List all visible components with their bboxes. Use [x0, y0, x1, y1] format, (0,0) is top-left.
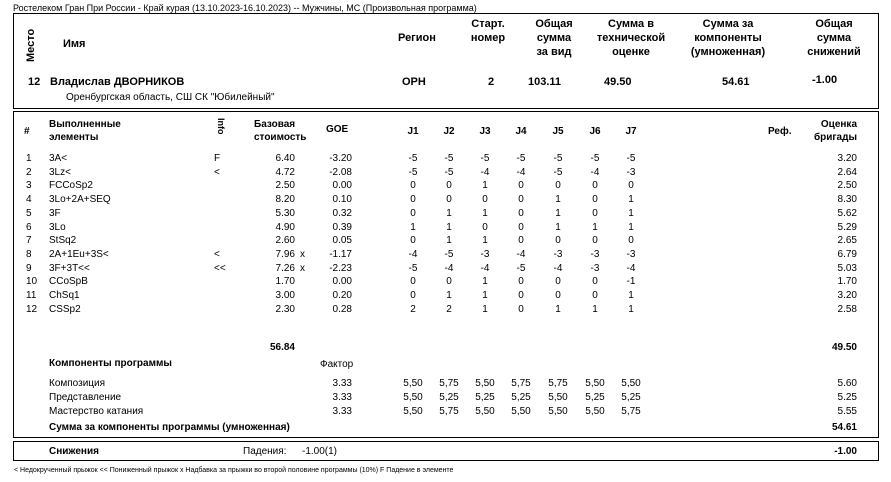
element-judge-score: -5 [626, 153, 636, 164]
element-judge-score: 1 [592, 304, 598, 315]
name-header: Имя [63, 38, 86, 50]
element-goe: 0.28 [332, 304, 352, 315]
element-judge-score: 1 [628, 194, 634, 205]
component-score: 5.55 [837, 406, 857, 417]
element-code: 3Lz< [49, 167, 71, 178]
element-judge-score: 1 [482, 304, 488, 315]
element-code: 3F [49, 208, 61, 219]
component-judge-score: 5,50 [585, 378, 605, 389]
element-judge-score: 0 [518, 235, 524, 246]
element-judge-score: -4 [516, 249, 526, 260]
element-judge-score: 0 [410, 208, 416, 219]
element-num: 7 [26, 235, 32, 246]
judge-header-5: J5 [552, 126, 564, 137]
judge-header-1: J1 [407, 126, 419, 137]
component-judge-score: 5,25 [585, 392, 605, 403]
skater-components: 54.61 [722, 76, 750, 88]
component-judge-score: 5,75 [511, 378, 531, 389]
element-num: 12 [26, 304, 38, 315]
element-judge-score: -5 [480, 153, 490, 164]
element-num: 5 [26, 208, 32, 219]
skater-deductions: -1.00 [812, 74, 838, 86]
element-goe: 0.20 [332, 290, 352, 301]
element-judge-score: -5 [516, 153, 526, 164]
element-judge-score: 0 [410, 235, 416, 246]
element-judge-score: 0 [628, 180, 634, 191]
element-judge-score: 0 [446, 194, 452, 205]
element-judge-score: 0 [518, 194, 524, 205]
components-header: Сумма за компоненты (умноженная) [690, 18, 766, 58]
element-judge-score: 2 [410, 304, 416, 315]
element-panel-score: 5.29 [837, 222, 857, 233]
component-factor: 3.33 [332, 406, 352, 417]
element-code: 3Lo [49, 222, 66, 233]
element-judge-score: 0 [592, 194, 598, 205]
component-name: Представление [49, 392, 122, 403]
components-total-label: Сумма за компоненты программы (умноженная) [49, 422, 290, 433]
element-code: 3A< [49, 153, 68, 164]
deductions-header: Общая сумма снижений [807, 18, 861, 58]
element-judge-score: 0 [555, 235, 561, 246]
element-panel-score: 2.65 [837, 235, 857, 246]
element-goe: 0.00 [332, 276, 352, 287]
element-judge-score: 1 [482, 290, 488, 301]
element-judge-score: 1 [592, 222, 598, 233]
element-judge-score: -3 [626, 249, 636, 260]
element-judge-score: -5 [553, 167, 563, 178]
element-judge-score: 0 [410, 276, 416, 287]
element-judge-score: 0 [555, 276, 561, 287]
element-num: 8 [26, 249, 32, 260]
element-base-value: 5.30 [275, 208, 295, 219]
tech-score-total: 49.50 [831, 342, 857, 353]
judge-header-3: J3 [479, 126, 491, 137]
component-judge-score: 5,50 [403, 392, 423, 403]
element-judge-score: 1 [628, 222, 634, 233]
panel-score-header: Оценка бригады [813, 119, 857, 143]
element-info: < [214, 249, 220, 260]
elements-name-header: Выполненные элементы [49, 119, 121, 143]
element-judge-score: 0 [518, 222, 524, 233]
element-goe: 0.10 [332, 194, 352, 205]
element-panel-score: 3.20 [837, 153, 857, 164]
element-judge-score: 1 [410, 222, 416, 233]
component-judge-score: 5,25 [439, 392, 459, 403]
element-judge-score: 0 [446, 276, 452, 287]
element-judge-score: -4 [590, 167, 600, 178]
element-goe: -2.23 [329, 263, 352, 274]
element-code: CSSp2 [49, 304, 81, 315]
element-panel-score: 6.79 [837, 249, 857, 260]
element-panel-score: 8.30 [837, 194, 857, 205]
component-name: Композиция [49, 378, 106, 389]
element-goe: 0.32 [332, 208, 352, 219]
element-judge-score: -4 [626, 263, 636, 274]
element-base-value: 4.72 [275, 167, 295, 178]
element-base-value: 2.30 [275, 304, 295, 315]
element-judge-score: 1 [482, 180, 488, 191]
element-judge-score: -3 [590, 249, 600, 260]
element-judge-score: -4 [516, 167, 526, 178]
component-factor: 3.33 [332, 378, 352, 389]
event-title: Ростелеком Гран При России - Край курая (13.10.2023-16.10.2023) -- Мужчины, МС (Произвольная программа) [13, 3, 477, 13]
element-judge-score: 0 [628, 235, 634, 246]
components-title: Компоненты программы [49, 358, 172, 369]
element-info: << [214, 263, 226, 274]
element-info: F [214, 153, 221, 164]
skater-club: Оренбургская область, СШ СК "Юбилейный" [66, 92, 275, 103]
judge-header-6: J6 [589, 126, 601, 137]
place-header: Место [25, 28, 37, 62]
deductions-label: Снижения [49, 446, 99, 457]
element-num: 4 [26, 194, 32, 205]
element-panel-score: 5.62 [837, 208, 857, 219]
component-score: 5.25 [837, 392, 857, 403]
element-judge-score: 0 [592, 235, 598, 246]
element-num: 3 [26, 180, 32, 191]
skater-tech: 49.50 [604, 76, 632, 88]
info-header: Info [216, 118, 226, 135]
element-judge-score: 1 [446, 290, 452, 301]
element-panel-score: 2.64 [837, 167, 857, 178]
base-value-header: Базовая стоимость [254, 119, 307, 143]
component-name: Мастерство катания [49, 406, 144, 417]
element-judge-score: -3 [480, 249, 490, 260]
element-judge-score: -4 [480, 167, 490, 178]
element-judge-score: 1 [628, 304, 634, 315]
deductions-box [13, 441, 879, 461]
element-num: 6 [26, 222, 32, 233]
element-panel-score: 2.50 [837, 180, 857, 191]
element-info: < [214, 167, 220, 178]
skater-summary-box [13, 13, 879, 109]
element-judge-score: -4 [408, 249, 418, 260]
skater-name: Владислав ДВОРНИКОВ [50, 76, 185, 88]
element-panel-score: 5.03 [837, 263, 857, 274]
element-judge-score: 0 [592, 290, 598, 301]
falls-value: -1.00(1) [302, 446, 338, 457]
goe-header: GOE [326, 124, 349, 135]
element-judge-score: 1 [446, 235, 452, 246]
elements-num-header: # [24, 126, 30, 137]
element-judge-score: 0 [592, 276, 598, 287]
element-base-value: 4.90 [275, 222, 295, 233]
element-judge-score: 1 [555, 208, 561, 219]
element-code: ChSq1 [49, 290, 80, 301]
skater-start-no: 2 [488, 76, 495, 88]
element-code: CCoSpB [49, 276, 88, 287]
element-judge-score: -3 [626, 167, 636, 178]
element-judge-score: 1 [446, 222, 452, 233]
element-judge-score: 0 [410, 194, 416, 205]
element-base-value: 3.00 [275, 290, 295, 301]
element-judge-score: 0 [592, 208, 598, 219]
element-code: StSq2 [49, 235, 77, 246]
element-judge-score: 1 [446, 208, 452, 219]
element-judge-score: -5 [408, 153, 418, 164]
component-judge-score: 5,75 [439, 378, 459, 389]
element-x-bonus: x [300, 263, 305, 274]
element-judge-score: 1 [628, 208, 634, 219]
element-judge-score: 1 [555, 194, 561, 205]
component-judge-score: 5,25 [621, 392, 641, 403]
component-judge-score: 5,75 [621, 406, 641, 417]
region-header: Регион [398, 32, 436, 44]
component-judge-score: 5,50 [585, 406, 605, 417]
element-base-value: 6.40 [275, 153, 295, 164]
element-judge-score: 0 [518, 180, 524, 191]
tech-header: Сумма в технической оценке [596, 18, 666, 58]
deductions-total: -1.00 [834, 446, 857, 457]
element-goe: -3.20 [329, 153, 352, 164]
component-judge-score: 5,75 [439, 406, 459, 417]
element-base-value: 8.20 [275, 194, 295, 205]
element-code: 3F+3T<< [49, 263, 90, 274]
element-panel-score: 3.20 [837, 290, 857, 301]
element-code: 3Lo+2A+SEQ [49, 194, 111, 205]
element-judge-score: 0 [518, 304, 524, 315]
component-factor: 3.33 [332, 392, 352, 403]
element-judge-score: 1 [482, 235, 488, 246]
element-base-value: 2.60 [275, 235, 295, 246]
element-judge-score: 0 [482, 194, 488, 205]
element-goe: 0.00 [332, 180, 352, 191]
element-base-value: 2.50 [275, 180, 295, 191]
component-judge-score: 5,25 [511, 392, 531, 403]
judge-header-4: J4 [515, 126, 527, 137]
element-panel-score: 2.58 [837, 304, 857, 315]
skater-place: 12 [28, 76, 41, 88]
element-judge-score: -4 [480, 263, 490, 274]
element-x-bonus: x [300, 249, 305, 260]
total-header: Общая сумма за вид [535, 18, 573, 58]
element-judge-score: -4 [444, 263, 454, 274]
element-judge-score: 0 [518, 208, 524, 219]
element-goe: -1.17 [329, 249, 352, 260]
skater-region: ОРН [402, 76, 426, 88]
element-goe: 0.05 [332, 235, 352, 246]
component-judge-score: 5,50 [621, 378, 641, 389]
component-judge-score: 5,50 [548, 406, 568, 417]
component-judge-score: 5,50 [548, 392, 568, 403]
element-judge-score: 0 [410, 290, 416, 301]
judge-header-2: J2 [443, 126, 455, 137]
element-judge-score: -5 [444, 153, 454, 164]
element-judge-score: 0 [518, 276, 524, 287]
element-judge-score: -4 [553, 263, 563, 274]
element-judge-score: 1 [628, 290, 634, 301]
footnote: < Недокрученный прыжок << Пониженный прыжок x Надбавка за прыжки во второй половине программы (10%) F Падение в элементе [14, 467, 454, 474]
element-goe: 0.39 [332, 222, 352, 233]
base-value-total: 56.84 [269, 342, 295, 353]
element-judge-score: 0 [410, 180, 416, 191]
element-judge-score: 1 [482, 208, 488, 219]
element-judge-score: -5 [553, 153, 563, 164]
start-no-header: Старт. номер [470, 18, 506, 44]
element-judge-score: 2 [446, 304, 452, 315]
components-total: 54.61 [831, 422, 857, 433]
element-judge-score: 1 [555, 304, 561, 315]
element-num: 1 [26, 153, 32, 164]
element-judge-score: -1 [626, 276, 636, 287]
element-code: 2A+1Eu+3S< [49, 249, 109, 260]
element-judge-score: -3 [590, 263, 600, 274]
component-score: 5.60 [837, 378, 857, 389]
element-judge-score: 1 [482, 276, 488, 287]
element-judge-score: -5 [408, 263, 418, 274]
element-judge-score: 1 [555, 222, 561, 233]
element-num: 10 [26, 276, 38, 287]
element-base-value: 7.26 [275, 263, 295, 274]
falls-label: Падения: [243, 446, 287, 457]
element-judge-score: 0 [446, 180, 452, 191]
component-judge-score: 5,50 [475, 406, 495, 417]
element-goe: -2.08 [329, 167, 352, 178]
element-num: 9 [26, 263, 32, 274]
element-num: 11 [26, 290, 37, 301]
judge-header-7: J7 [625, 126, 637, 137]
element-judge-score: 0 [555, 180, 561, 191]
component-judge-score: 5,25 [475, 392, 495, 403]
element-judge-score: 0 [555, 290, 561, 301]
element-judge-score: -3 [553, 249, 563, 260]
element-judge-score: -5 [444, 249, 454, 260]
element-judge-score: -5 [516, 263, 526, 274]
element-judge-score: -5 [408, 167, 418, 178]
factor-header: Фактор [320, 359, 354, 370]
element-code: FCCoSp2 [49, 180, 93, 191]
element-base-value: 1.70 [275, 276, 295, 287]
element-judge-score: 0 [482, 222, 488, 233]
element-num: 2 [26, 167, 32, 178]
element-panel-score: 1.70 [837, 276, 857, 287]
element-judge-score: 0 [592, 180, 598, 191]
component-judge-score: 5,75 [548, 378, 568, 389]
element-judge-score: -5 [590, 153, 600, 164]
ref-header: Реф. [768, 126, 792, 137]
component-judge-score: 5,50 [403, 378, 423, 389]
skater-total: 103.11 [528, 76, 562, 88]
component-judge-score: 5,50 [403, 406, 423, 417]
component-judge-score: 5,50 [511, 406, 531, 417]
element-base-value: 7.96 [275, 249, 295, 260]
component-judge-score: 5,50 [475, 378, 495, 389]
element-judge-score: 0 [518, 290, 524, 301]
element-judge-score: -5 [444, 167, 454, 178]
